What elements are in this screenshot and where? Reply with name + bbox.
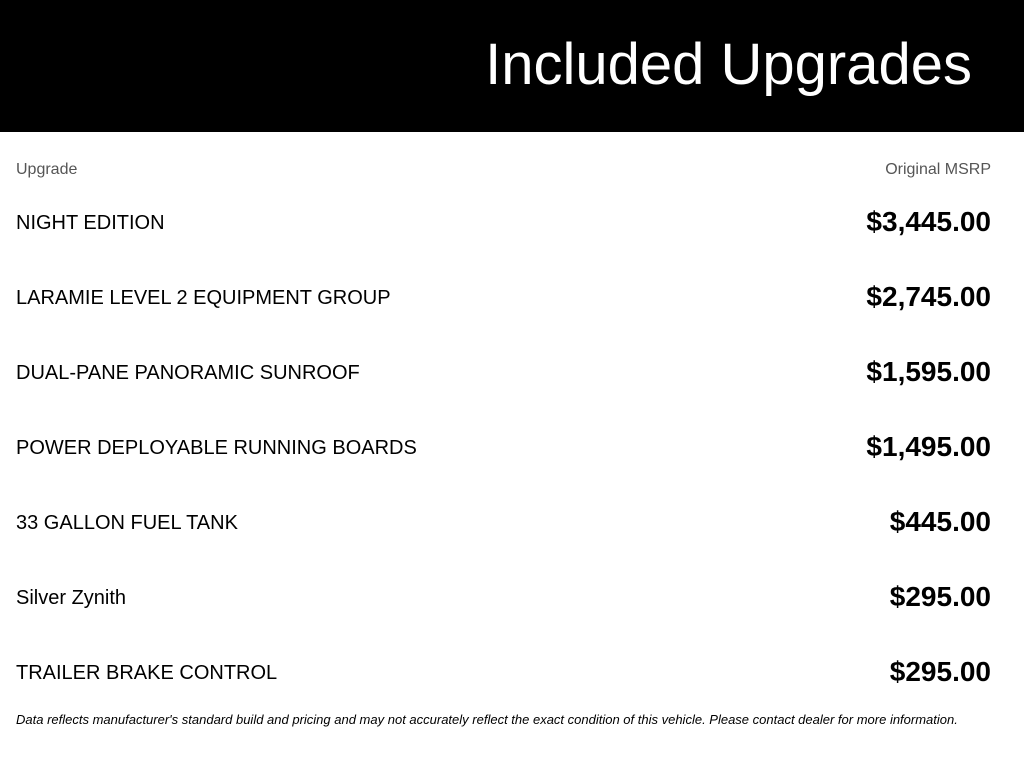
upgrade-row [0, 560, 1024, 635]
upgrade-price: $295.00 [889, 656, 991, 687]
column-header-upgrade: Upgrade [16, 161, 78, 178]
upgrade-name: 33 GALLON FUEL TANK [16, 512, 238, 534]
upgrade-price: $445.00 [889, 506, 991, 537]
disclaimer-text: Data reflects manufacturer's standard build and pricing and may not accurately reflect the exact condition of this vehicle. Please contact dealer for more information. [16, 712, 958, 727]
upgrade-row [0, 185, 1024, 260]
upgrade-price: $1,495.00 [866, 431, 991, 462]
column-header-msrp: Original MSRP [885, 161, 991, 178]
upgrade-price: $2,745.00 [866, 281, 991, 312]
upgrade-name: Silver Zynith [16, 587, 127, 609]
upgrade-row [0, 410, 1024, 485]
upgrade-name: POWER DEPLOYABLE RUNNING BOARDS [16, 437, 417, 459]
upgrade-row [0, 485, 1024, 560]
upgrade-row [0, 635, 1024, 710]
upgrade-name: LARAMIE LEVEL 2 EQUIPMENT GROUP [16, 287, 391, 309]
upgrade-name: DUAL-PANE PANORAMIC SUNROOF [16, 362, 360, 384]
upgrade-name: TRAILER BRAKE CONTROL [16, 662, 278, 684]
upgrade-name: NIGHT EDITION [16, 212, 165, 234]
upgrade-row [0, 335, 1024, 410]
page-header [0, 0, 1024, 132]
upgrade-price: $295.00 [889, 581, 991, 612]
upgrades-list [0, 185, 1024, 710]
upgrade-price: $1,595.00 [866, 356, 991, 387]
page-title: Included Upgrades [485, 32, 972, 97]
upgrade-price: $3,445.00 [866, 206, 991, 237]
upgrade-row [0, 260, 1024, 335]
